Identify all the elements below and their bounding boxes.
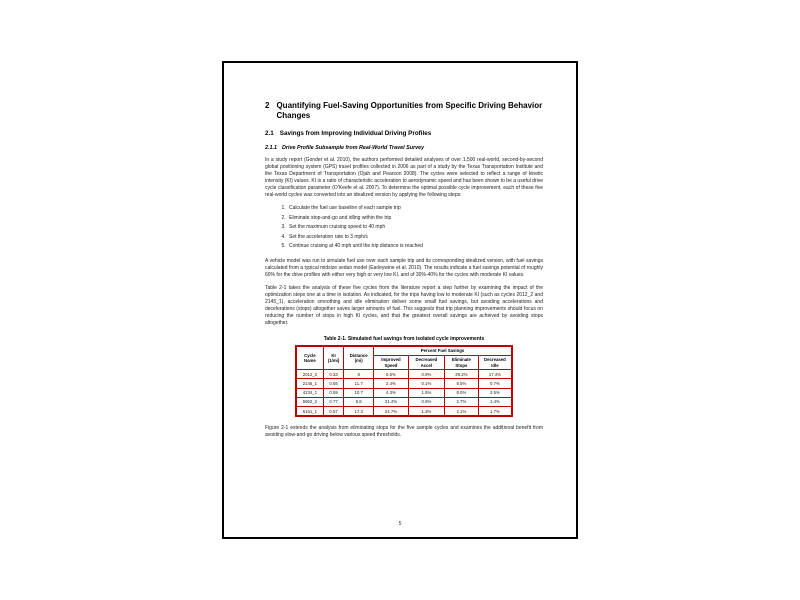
subsubsection-heading <box>265 145 543 152</box>
value-cell: 17.4% <box>478 370 512 379</box>
cycle-name-cell: 4234_1 <box>296 388 323 397</box>
savings-table-body <box>296 370 512 417</box>
value-cell: 5.8 <box>344 397 374 406</box>
table-row <box>296 379 512 388</box>
subsection-title: Savings from Improving Individual Driving Profiles <box>279 130 432 137</box>
savings-table <box>295 345 513 418</box>
value-cell: 0.59 <box>323 388 344 397</box>
step-item: 4. Set the acceleration rate to 3 mph/s <box>287 233 543 242</box>
table-row <box>296 397 512 406</box>
value-cell: 8.0% <box>444 388 478 397</box>
value-cell: 29.2% <box>444 370 478 379</box>
value-cell: 11.7 <box>344 379 374 388</box>
value-cell: 8.5% <box>444 379 478 388</box>
subsection-heading <box>265 130 543 138</box>
page-content <box>224 63 576 439</box>
cycle-name-cell: 2145_1 <box>296 379 323 388</box>
section-title: Quantifying Fuel-Saving Opportunities from Specific Driving Behavior Changes <box>276 101 543 120</box>
savings-table-container <box>295 345 513 418</box>
header-ki: KI (1/mi) <box>323 346 344 370</box>
step-item: 5. Continue cruising at 40 mph until the trip distance is reached <box>287 242 543 251</box>
report-page <box>222 61 578 539</box>
header-cycle-name: Cycle Name <box>296 346 323 370</box>
header-decreased-accel: Decreased Accel <box>408 355 444 369</box>
value-cell: 4.3% <box>374 388 409 397</box>
table-row <box>296 388 512 397</box>
section-heading <box>265 101 543 120</box>
step-item: 1. Calculate the fuel use baseline of each sample trip <box>287 204 543 213</box>
value-cell: 8 <box>344 370 374 379</box>
value-cell: 0.1% <box>408 379 444 388</box>
section-number: 2 <box>265 101 270 110</box>
value-cell: 3.5% <box>478 388 512 397</box>
subsubsection-number: 2.1.1 <box>265 144 277 151</box>
improvement-steps-list <box>287 204 543 251</box>
cycle-name-cell: 6161_1 <box>296 407 323 417</box>
value-cell: 2.4% <box>374 379 409 388</box>
cycle-name-cell: 5962_2 <box>296 397 323 406</box>
value-cell: 0.77 <box>323 397 344 406</box>
table-row <box>296 370 512 379</box>
header-eliminate-stops: Eliminate Stops <box>444 355 478 369</box>
subsubsection-title: Drive Profile Subsample from Real-World Travel Survey <box>282 144 425 151</box>
value-cell: 1.4% <box>478 397 512 406</box>
value-cell: 0.7% <box>478 379 512 388</box>
header-row-top <box>296 346 512 356</box>
value-cell: 0.55 <box>323 379 344 388</box>
savings-table-header <box>296 346 512 370</box>
subsection-number: 2.1 <box>265 130 274 137</box>
paragraph-results: A vehicle model was run to simulate fuel use over each sample trip and its corresponding idealized version, with fuel savings calculated from a typical midsize sedan model (Earleywine et al. 2010). The results indicate a fuel savings potential of roughly 60% for the drive profiles with either very high or very low KI, and of 30%-40% for the cycles with moderate KI values. <box>265 258 543 279</box>
value-cell: 17.3 <box>344 407 374 417</box>
value-cell: 0.5% <box>374 370 409 379</box>
value-cell: 1.7% <box>478 407 512 417</box>
page-number: 5 <box>398 521 402 527</box>
header-distance: Distance (mi) <box>344 346 374 370</box>
value-cell: 0.33 <box>323 370 344 379</box>
header-decreased-idle: Decreased Idle <box>478 355 512 369</box>
step-item: 2. Eliminate stop-and-go and idling within the trip <box>287 214 543 223</box>
header-improved-speed: Improved Speed <box>374 355 409 369</box>
cycle-name-cell: 2012_2 <box>296 370 323 379</box>
value-cell: 2.7% <box>444 397 478 406</box>
paragraph-intro: In a study report (Gonder et al. 2010), the authors performed detailed analyses of over 1,500 real-world, second-by-second global positioning system (GPS) travel profiles collected in 2006 as part of a study by the Texas Transportation Institute and the Texas Department of Transportation (Ojah and Pearson 2008). The cycles were selected to reflect a range of kinetic intensity (KI) values. KI is a ratio of characteristic acceleration to aerodynamic speed and has been shown to be a useful drive cycle classification parameter (O'Keefe et al. 2007). To determine the optimal possible cycle improvement, each of these five real-world cycles was converted into an idealized version by applying the following steps: <box>265 157 543 198</box>
value-cell: 10.7 <box>344 388 374 397</box>
value-cell: 0.9% <box>408 370 444 379</box>
table-caption: Table 2-1. Simulated fuel savings from isolated cycle improvements <box>323 335 485 342</box>
value-cell: 2.1% <box>444 407 478 417</box>
value-cell: 1.3% <box>408 407 444 417</box>
value-cell: 24.7% <box>374 407 409 417</box>
value-cell: 0.5% <box>408 397 444 406</box>
header-percent-fuel-savings: Percent Fuel Savings <box>374 346 512 356</box>
value-cell: 21.4% <box>374 397 409 406</box>
table-row <box>296 407 512 417</box>
paragraph-table-discussion: Table 2-1 takes the analysis of these five cycles from the literature report a step further by examining the impact of the optimization steps one at a time in isolation. As indicated, for the trips having low to moderate KI (such as cycles 2012_2 and 2145_1), acceleration smoothing and idle elimination deliver some small fuel savings, but avoiding accelerations and decelerations (stops) altogether saves larger amounts of fuel. This suggests that trip planning improvements should focus on reducing the number of stops in high KI cycles, and that the greatest overall savings are achieved by avoiding stops altogether. <box>265 285 543 326</box>
value-cell: 1.5% <box>408 388 444 397</box>
value-cell: 0.57 <box>323 407 344 417</box>
step-item: 3. Set the maximum cruising speed to 40 mph <box>287 223 543 232</box>
paragraph-figure-lead: Figure 2-1 extends the analysis from eliminating stops for the five sample cycles and examines the additional benefit from avoiding slow-and-go driving below various speed thresholds. <box>265 425 543 439</box>
